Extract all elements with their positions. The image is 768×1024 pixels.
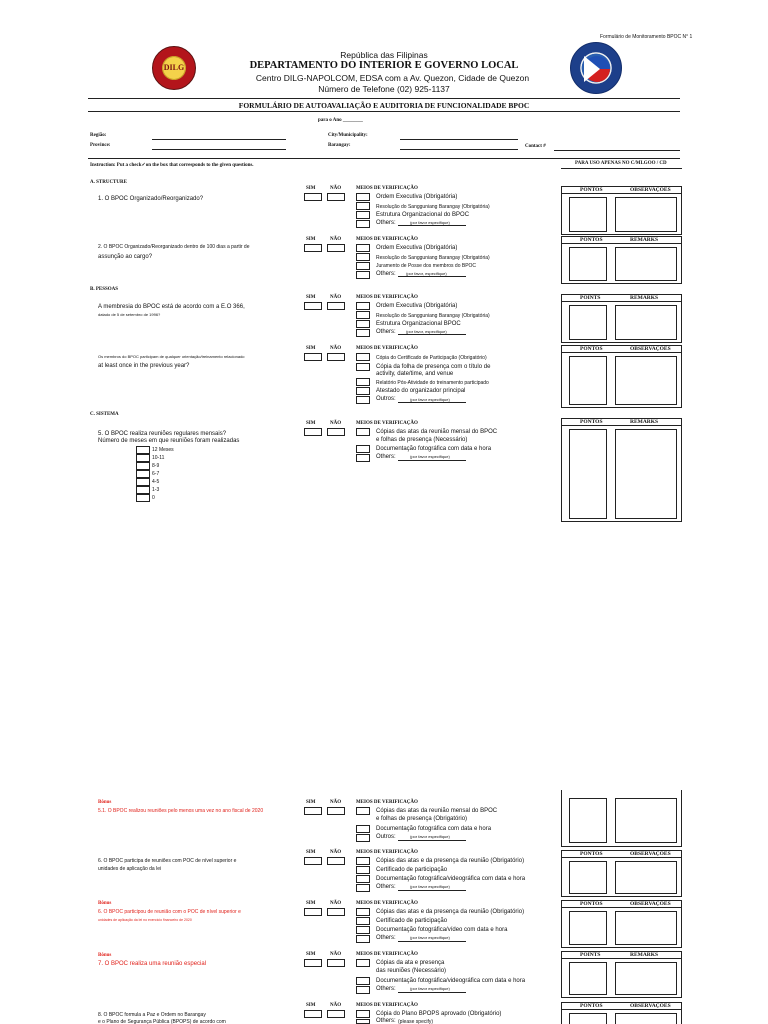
- q3-others-label: Others:: [376, 329, 396, 335]
- b51-remarks-box[interactable]: [615, 798, 677, 843]
- q8-score-panel: [561, 1002, 682, 1024]
- q5-mov1-line2: e folhas de presença (Necessário): [376, 437, 468, 443]
- q6-others-label: Others:: [376, 884, 396, 890]
- section-b-heading: B. PESSOAS: [90, 287, 119, 292]
- q5-sim-label: SIM: [306, 421, 316, 426]
- q2-text-line2: assunção ao cargo?: [98, 254, 153, 260]
- q5-months-1-3-checkbox[interactable]: [136, 486, 150, 494]
- q1-nao-label: NÃO: [330, 186, 342, 191]
- b51-points-box[interactable]: [569, 798, 607, 843]
- office-use-divider: [561, 168, 682, 169]
- q5-text-line1: 5. O BPOC realiza reuniões regulares mensais?: [98, 431, 227, 437]
- q5-others-label: Others:: [376, 454, 396, 460]
- q6-mov4-checkbox[interactable]: [356, 884, 370, 892]
- q2-mov2-text: Resolução do Sangguniang Barangay (Obrigatória): [376, 255, 490, 261]
- q3-mov3-text: Estrutura Organizacional BPOC: [376, 321, 461, 327]
- q4-others-label: Outros:: [376, 396, 396, 402]
- q5-months-8-9-checkbox[interactable]: [136, 462, 150, 470]
- q4-nao-label: NÃO: [330, 346, 342, 351]
- header-divider: [88, 98, 680, 99]
- b51-others-label: Outros:: [376, 834, 396, 840]
- q8-text-line1: 8. O BPOC formula a Paz e Ordem no Barangay: [98, 1012, 206, 1018]
- b6-mov1-checkbox[interactable]: [356, 908, 370, 916]
- b51-mov-heading: MEIOS DE VERIFICAÇÃO: [356, 800, 418, 805]
- q3-points-header: POINTS: [580, 295, 601, 301]
- q1-mov4-checkbox[interactable]: [356, 220, 370, 228]
- q2-score-panel: [561, 236, 682, 284]
- q2-specify-hint: (por favor, especifique): [406, 271, 447, 276]
- q3-points-box[interactable]: [569, 305, 607, 340]
- q5-months-6-7-checkbox[interactable]: [136, 470, 150, 478]
- q3-sim-label: SIM: [306, 295, 316, 300]
- q2-mov-heading: MEIOS DE VERIFICAÇÃO: [356, 237, 418, 242]
- b51-mov1-line2: e folhas de presença (Obrigatório): [376, 816, 468, 822]
- b6-points-header: PONTOS: [580, 901, 603, 907]
- b7-mov3-checkbox[interactable]: [356, 986, 370, 994]
- b51-mov2-text: Documentação fotográfica com data e hora: [376, 826, 492, 832]
- q4-specify-hint: (por favor especifique): [410, 397, 450, 402]
- b6-mov2-text: Certificado de participação: [376, 918, 448, 924]
- q8-points-header: PONTOS: [580, 1003, 603, 1009]
- province-label: Province:: [90, 143, 111, 148]
- q4-sim-checkbox[interactable]: [304, 353, 322, 361]
- b51-mov2-checkbox[interactable]: [356, 825, 370, 833]
- q5-months-4-5-checkbox[interactable]: [136, 478, 150, 486]
- b6-points-box[interactable]: [569, 911, 607, 945]
- section-a-heading: A. STRUCTURE: [90, 180, 127, 185]
- b6-mov1-text: Cópias das atas e da presença da reunião (Obrigatório): [376, 909, 525, 915]
- q4-text-line2: at least once in the previous year?: [98, 363, 190, 369]
- b51-nao-label: NÃO: [330, 800, 342, 805]
- q4-mov4-checkbox[interactable]: [356, 387, 370, 395]
- b51-mov1-checkbox[interactable]: [356, 807, 370, 815]
- q5-months-10-11-label: 10-11: [152, 455, 165, 461]
- b6-mov2-checkbox[interactable]: [356, 917, 370, 925]
- q6-mov3-text: Documentação fotográfica/videográfica com data e hora: [376, 876, 526, 882]
- q3-text-line2: datado de 5 de setembro de 1996?: [98, 312, 161, 317]
- q5-months-8-9-label: 8-9: [152, 463, 160, 469]
- q2-others-label: Others:: [376, 271, 396, 277]
- province-input[interactable]: [152, 149, 286, 150]
- q5-months-12-checkbox[interactable]: [136, 446, 150, 454]
- q1-others-input[interactable]: [398, 225, 466, 226]
- q5-months-10-11-checkbox[interactable]: [136, 454, 150, 462]
- q6-points-header: PONTOS: [580, 851, 603, 857]
- q2-points-header: PONTOS: [580, 237, 603, 243]
- q3-mov4-checkbox[interactable]: [356, 329, 370, 337]
- q8-mov1-text: Cópia do Plano BPOPS aprovado (Obrigatório): [376, 1011, 502, 1017]
- q6-mov3-checkbox[interactable]: [356, 875, 370, 883]
- q4-mov1-text: Cópia do Certificado de Participação (Obrigatório): [376, 355, 487, 361]
- b7-specify-hint: (por favor especifique): [410, 986, 450, 991]
- q6-mov1-checkbox[interactable]: [356, 857, 370, 865]
- q1-nao-checkbox[interactable]: [327, 193, 345, 201]
- q6-mov2-checkbox[interactable]: [356, 866, 370, 874]
- b7-mov1-line2: das reuniões (Necessário): [376, 968, 447, 974]
- region-label: Região:: [90, 133, 107, 138]
- b7-text: 7. O BPOC realiza uma reunião especial: [98, 961, 207, 967]
- q1-text: 1. O BPOC Organizado/Reorganizado?: [98, 196, 204, 202]
- b6-specify-hint: (por favor especifique): [410, 935, 450, 940]
- q5-mov3-checkbox[interactable]: [356, 454, 370, 462]
- q1-sim-checkbox[interactable]: [304, 193, 322, 201]
- q1-sim-label: SIM: [306, 186, 316, 191]
- region-input[interactable]: [152, 139, 286, 140]
- b7-mov1-line1: Cópias da ata e presença: [376, 960, 445, 966]
- q8-mov2-checkbox[interactable]: [356, 1019, 370, 1024]
- b6-mov3-text: Documentação fotográfica/vídeo com data e hora: [376, 927, 508, 933]
- contact-label: Contact #: [525, 144, 546, 149]
- q5-points-header: PONTOS: [580, 419, 603, 425]
- q1-points-header: PONTOS: [580, 187, 603, 193]
- q3-mov1-text: Ordem Executiva (Obrigatória): [376, 303, 458, 309]
- q3-specify-hint: (por favor, especifique): [406, 329, 447, 334]
- section-c-heading: C. SISTEMA: [90, 412, 119, 417]
- q6-text-line2: unidades de aplicação da lei: [98, 866, 162, 872]
- b6-mov3-checkbox[interactable]: [356, 926, 370, 934]
- b7-mov2-text: Documentação fotográfica/videográfica com data e hora: [376, 978, 526, 984]
- q5-mov1-checkbox[interactable]: [356, 428, 370, 436]
- b6-sim-label: SIM: [306, 901, 316, 906]
- q3-remarks-box[interactable]: [615, 305, 677, 340]
- q5-text-line2: Número de meses em que reuniões foram realizadas: [98, 438, 240, 444]
- q1-mov2-text: Resolução do Sangguniang Barangay (Obrigatória): [376, 204, 490, 210]
- q1-mov1-checkbox[interactable]: [356, 193, 370, 201]
- q6-others-input[interactable]: [398, 890, 466, 891]
- b7-nao-checkbox[interactable]: [327, 959, 345, 967]
- b7-remarks-box[interactable]: [615, 962, 677, 995]
- q2-others-input[interactable]: [398, 276, 466, 277]
- q6-sim-checkbox[interactable]: [304, 857, 322, 865]
- q2-mov2-checkbox[interactable]: [356, 253, 370, 261]
- b7-others-input[interactable]: [398, 992, 466, 993]
- fields-divider: [88, 158, 680, 159]
- q1-remarks-box[interactable]: [615, 197, 677, 232]
- q5-sim-checkbox[interactable]: [304, 428, 322, 436]
- q8-sim-label: SIM: [306, 1003, 316, 1008]
- q4-mov2-checkbox[interactable]: [356, 363, 370, 371]
- q4-mov4-text: Atestado do organizador principal: [376, 388, 466, 394]
- q3-nao-checkbox[interactable]: [327, 302, 345, 310]
- q2-points-box[interactable]: [569, 247, 607, 281]
- b7-mov-heading: MEIOS DE VERIFICAÇÃO: [356, 952, 418, 957]
- form-code: Formulário de Monitoramento BPOC N° 1: [600, 34, 693, 40]
- b6-others-label: Others:: [376, 935, 396, 941]
- q5-nao-label: NÃO: [330, 421, 342, 426]
- q2-mov1-text: Ordem Executiva (Obrigatória): [376, 245, 458, 251]
- q1-mov3-text: Estrutura Organizacional do BPOC: [376, 212, 470, 218]
- q5-remarks-box[interactable]: [615, 429, 677, 519]
- b6-remarks-box[interactable]: [615, 911, 677, 945]
- q5-specify-hint: (por favor especifique): [410, 454, 450, 459]
- q1-score-panel: [561, 186, 682, 235]
- q8-remarks-header: OBSERVAÇÕES: [630, 1003, 671, 1009]
- q1-points-box[interactable]: [569, 197, 607, 232]
- office-use-label: PARA USO APENAS NO C/MLGOO / CD: [575, 161, 667, 166]
- q5-months-1-3-label: 1-3: [152, 487, 160, 493]
- q4-mov-heading: MEIOS DE VERIFICAÇÃO: [356, 346, 418, 351]
- q8-others-label: Others:: [376, 1018, 396, 1024]
- q8-points-box[interactable]: [569, 1013, 607, 1024]
- b6-others-input[interactable]: [398, 941, 466, 942]
- b51-text: 5.1. O BPOC realizou reuniões pelo menos uma vez no ano fiscal de 2020: [98, 808, 264, 814]
- department-name: DEPARTAMENTO DO INTERIOR E GOVERNO LOCAL: [249, 60, 519, 71]
- address-line: Centro DILG-NAPOLCOM, EDSA com a Av. Quezon, Cidade de Quezon: [255, 73, 530, 83]
- q6-remarks-header: OBSERVAÇÕES: [630, 851, 671, 857]
- q2-mov4-checkbox[interactable]: [356, 271, 370, 279]
- b7-mov2-checkbox[interactable]: [356, 977, 370, 985]
- q5-months-0-checkbox[interactable]: [136, 494, 150, 502]
- contact-input[interactable]: [554, 150, 680, 151]
- q8-mov1-checkbox[interactable]: [356, 1010, 370, 1018]
- q4-text-line1: Os membros do BPOC participam de qualquer orientação/treinamento relacionado: [98, 354, 245, 359]
- b7-bonus-label: Bônus: [98, 953, 112, 958]
- q1-mov2-checkbox[interactable]: [356, 202, 370, 210]
- q1-specify-hint: (por favor especifique): [410, 220, 450, 225]
- q4-remarks-header: OBSERVAÇÕES: [630, 346, 671, 352]
- q8-mov-heading: MEIOS DE VERIFICAÇÃO: [356, 1003, 418, 1008]
- q6-points-box[interactable]: [569, 861, 607, 894]
- q6-nao-checkbox[interactable]: [327, 857, 345, 865]
- q6-score-panel: [561, 850, 682, 897]
- b6-score-panel: [561, 900, 682, 948]
- title-divider: [88, 111, 680, 112]
- b7-points-header: POINTS: [580, 952, 601, 958]
- b51-sim-label: SIM: [306, 800, 316, 805]
- q4-nao-checkbox[interactable]: [327, 353, 345, 361]
- b51-mov3-checkbox[interactable]: [356, 834, 370, 842]
- q3-mov2-text: Resolução do Sangguniang Barangay (Obrigatória): [376, 313, 490, 319]
- q5-mov1-line1: Cópias das atas da reunião mensal do BPOC: [376, 429, 498, 435]
- b6-nao-checkbox[interactable]: [327, 908, 345, 916]
- q2-remarks-box[interactable]: [615, 247, 677, 281]
- q3-text-line1: A membresia do BPOC está de acordo com a E.O 366,: [98, 304, 245, 310]
- b51-specify-hint: (por favor especifique): [410, 834, 450, 839]
- q1-remarks-header: OBSERVAÇÕES: [630, 187, 671, 193]
- q6-remarks-box[interactable]: [615, 861, 677, 894]
- b7-sim-checkbox[interactable]: [304, 959, 322, 967]
- q1-others-label: Others:: [376, 220, 396, 226]
- q2-nao-label: NÃO: [330, 237, 342, 242]
- q2-mov1-checkbox[interactable]: [356, 244, 370, 252]
- q4-mov2-line1: Cópia da folha de presença com o título de: [376, 364, 491, 370]
- b51-sim-checkbox[interactable]: [304, 807, 322, 815]
- q5-months-12-label: 12 Meses: [152, 447, 174, 453]
- q4-remarks-box[interactable]: [615, 356, 677, 405]
- q5-mov-heading: MEIOS DE VERIFICAÇÃO: [356, 421, 418, 426]
- b6-text-line1: 6. O BPOC participou de reunião com o POC de nível superior e: [98, 909, 241, 915]
- q2-mov3-text: Juramento de Posse dos membros do BPOC: [376, 263, 477, 269]
- b51-bonus-label: Bônus: [98, 800, 112, 805]
- q3-others-input[interactable]: [398, 334, 466, 335]
- q2-mov3-checkbox[interactable]: [356, 262, 370, 270]
- q8-nao-label: NÃO: [330, 1003, 342, 1008]
- q8-sim-checkbox[interactable]: [304, 1010, 322, 1018]
- q6-mov-heading: MEIOS DE VERIFICAÇÃO: [356, 850, 418, 855]
- b51-others-input[interactable]: [398, 840, 466, 841]
- q2-nao-checkbox[interactable]: [327, 244, 345, 252]
- b6-text-line2: unidades de aplicação da lei no exercício financeiro de 2020: [98, 918, 192, 922]
- q5-months-6-7-label: 6-7: [152, 471, 160, 477]
- q2-sim-label: SIM: [306, 237, 316, 242]
- q8-nao-checkbox[interactable]: [327, 1010, 345, 1018]
- q6-text-line1: 6. O BPOC participa de reuniões com POC de nível superior e: [98, 858, 237, 864]
- q1-mov-heading: MEIOS DE VERIFICAÇÃO: [356, 186, 418, 191]
- instruction-text: Instruction: Put a check✓on the box that corresponds to the given questions.: [90, 163, 254, 168]
- q6-mov2-text: Certificado de participação: [376, 867, 448, 873]
- q3-mov2-checkbox[interactable]: [356, 311, 370, 319]
- q3-remarks-header: REMARKS: [630, 295, 659, 301]
- b51-mov1-line1: Cópias das atas da reunião mensal do BPOC: [376, 808, 498, 814]
- b51-nao-checkbox[interactable]: [327, 807, 345, 815]
- q2-sim-checkbox[interactable]: [304, 244, 322, 252]
- phone-line: Número de Telefone (02) 925-1137: [318, 84, 450, 94]
- q4-score-panel: [561, 345, 682, 408]
- q3-mov3-checkbox[interactable]: [356, 320, 370, 328]
- b51-score-panel: [561, 790, 682, 847]
- b7-others-label: Others:: [376, 986, 396, 992]
- q4-points-box[interactable]: [569, 356, 607, 405]
- q5-points-box[interactable]: [569, 429, 607, 519]
- q6-mov1-text: Cópias das atas e da presença da reunião (Obrigatório): [376, 858, 525, 864]
- form-title: FORMULÁRIO DE AUTOAVALIAÇÃO E AUDITORIA DE FUNCIONALIDADE BPOC: [238, 101, 530, 110]
- b6-remarks-header: OBSERVAÇÕES: [630, 901, 671, 907]
- q4-mov3-text: Relatório Pós-Atividade do treinamento participado: [376, 380, 489, 386]
- q2-remarks-header: REMARKS: [630, 237, 659, 243]
- dilg-logo-text: DILG: [163, 63, 185, 72]
- b6-sim-checkbox[interactable]: [304, 908, 322, 916]
- q5-months-4-5-label: 4-5: [152, 479, 160, 485]
- q4-mov5-checkbox[interactable]: [356, 396, 370, 404]
- q8-specify-hint: (please specify): [398, 1019, 434, 1024]
- b7-score-panel: [561, 951, 682, 998]
- q3-sim-checkbox[interactable]: [304, 302, 322, 310]
- city-label: City/Municipality:: [328, 133, 368, 138]
- q5-mov2-text: Documentação fotográfica com data e hora: [376, 446, 492, 452]
- q5-nao-checkbox[interactable]: [327, 428, 345, 436]
- q4-mov1-checkbox[interactable]: [356, 353, 370, 361]
- b7-points-box[interactable]: [569, 962, 607, 995]
- q5-months-0-label: 0: [152, 495, 155, 501]
- b6-mov-heading: MEIOS DE VERIFICAÇÃO: [356, 901, 418, 906]
- q8-remarks-box[interactable]: [615, 1013, 677, 1024]
- b6-bonus-label: Bônus: [98, 901, 112, 906]
- q6-specify-hint: (por favor especifique): [410, 884, 450, 889]
- q5-others-input[interactable]: [398, 460, 466, 461]
- q5-remarks-header: REMARKS: [630, 419, 659, 425]
- q3-mov-heading: MEIOS DE VERIFICAÇÃO: [356, 295, 418, 300]
- b7-nao-label: NÃO: [330, 952, 342, 957]
- barangay-label: Barangay:: [328, 143, 351, 148]
- q5-score-panel: [561, 418, 682, 522]
- q1-mov3-checkbox[interactable]: [356, 211, 370, 219]
- barangay-input[interactable]: [400, 149, 518, 150]
- republic-line: República das Filipinas: [340, 50, 428, 60]
- q4-sim-label: SIM: [306, 346, 316, 351]
- q6-sim-label: SIM: [306, 850, 316, 855]
- q3-nao-label: NÃO: [330, 295, 342, 300]
- b6-nao-label: NÃO: [330, 901, 342, 906]
- b6-mov4-checkbox[interactable]: [356, 935, 370, 943]
- q5-mov2-checkbox[interactable]: [356, 445, 370, 453]
- q4-others-input[interactable]: [398, 402, 466, 403]
- q8-text-line2: e o Plano de Segurança Pública (BPOPS) de acordo com: [98, 1019, 226, 1024]
- q3-mov1-checkbox[interactable]: [356, 302, 370, 310]
- q6-nao-label: NÃO: [330, 850, 342, 855]
- q4-points-header: PONTOS: [580, 346, 603, 352]
- b7-mov1-checkbox[interactable]: [356, 959, 370, 967]
- b7-remarks-header: REMARKS: [630, 952, 659, 958]
- q2-text-line1: 2. O BPOC Organizado/Reorganizado dentro de 100 dias a partir de: [98, 244, 250, 250]
- q1-mov1-text: Ordem Executiva (Obrigatória): [376, 194, 458, 200]
- q4-mov3-checkbox[interactable]: [356, 378, 370, 386]
- city-input[interactable]: [400, 139, 518, 140]
- b7-sim-label: SIM: [306, 952, 316, 957]
- q3-score-panel: [561, 294, 682, 343]
- year-label: para o Ano ________: [318, 118, 363, 123]
- q4-mov2-line2: activity, date/time, and venue: [376, 371, 454, 377]
